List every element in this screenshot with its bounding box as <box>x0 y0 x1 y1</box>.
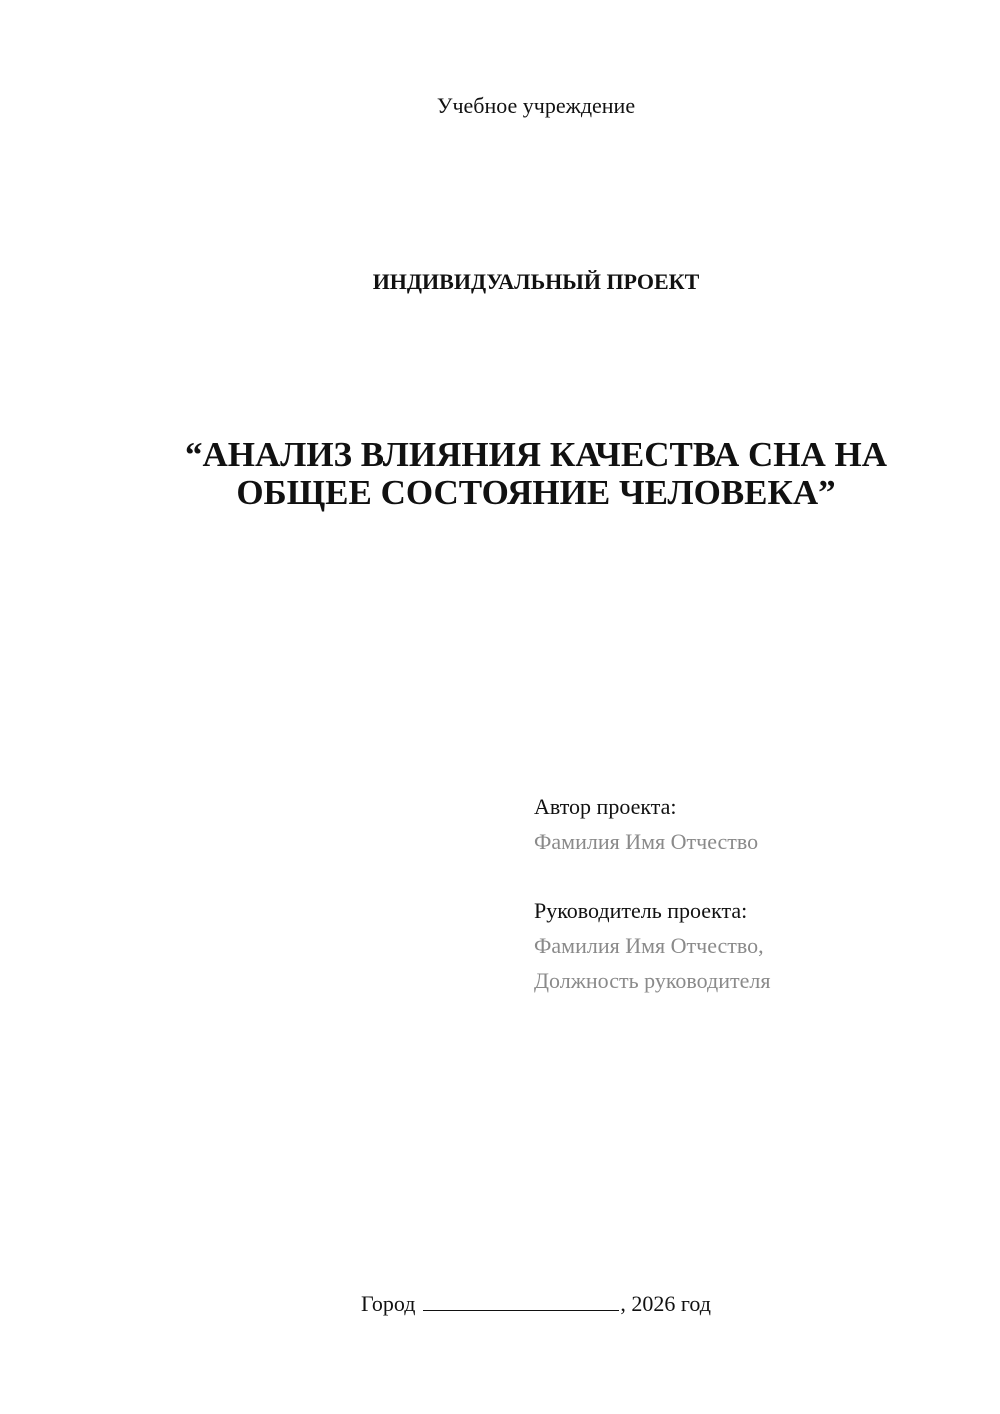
credits-block <box>534 789 954 998</box>
institution-name: Учебное учреждение <box>436 93 636 118</box>
footer-city-year <box>0 1290 1000 1318</box>
city-blank-line <box>423 1290 619 1311</box>
credits-spacer <box>534 859 954 893</box>
project-title-line-1: “АНАЛИЗ ВЛИЯНИЯ КАЧЕСТВА СНА НА <box>184 435 888 474</box>
supervisor-position: Должность руководителя <box>534 968 771 993</box>
supervisor-label: Руководитель проекта: <box>534 898 748 923</box>
project-title-line-2: ОБЩЕЕ СОСТОЯНИЕ ЧЕЛОВЕКА” <box>236 473 836 512</box>
author-label: Автор проекта: <box>534 794 677 819</box>
author-name: Фамилия Имя Отчество <box>534 829 759 854</box>
project-title <box>100 436 972 512</box>
year-text: , 2026 год <box>620 1291 711 1316</box>
city-label: Город <box>361 1291 416 1316</box>
supervisor-name: Фамилия Имя Отчество, <box>534 933 764 958</box>
document-type: ИНДИВИДУАЛЬНЫЙ ПРОЕКТ <box>372 269 700 294</box>
